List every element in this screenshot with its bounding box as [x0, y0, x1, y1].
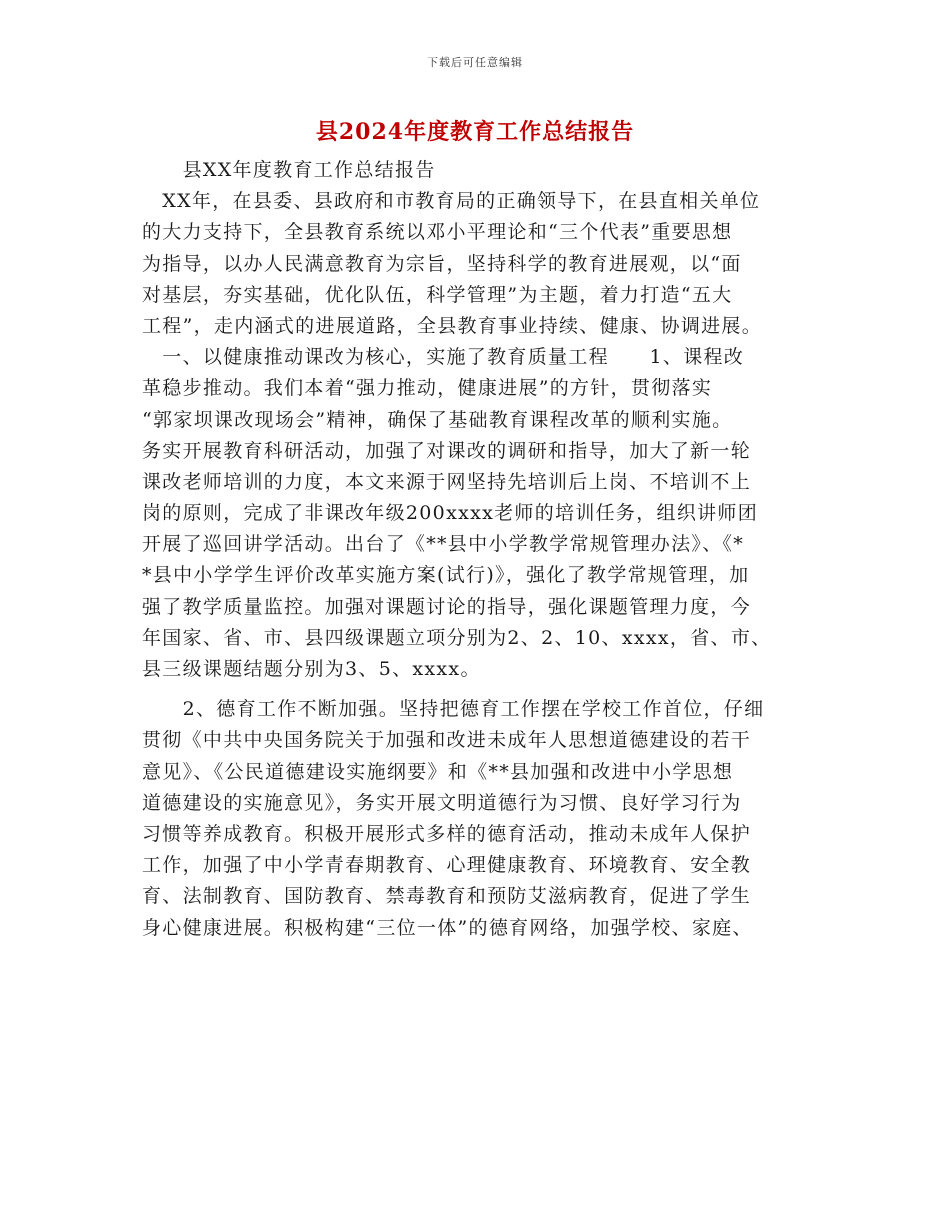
text-line: 岗的原则，完成了非课改年级200xxxx老师的培训任务，组织讲师团	[142, 502, 759, 525]
text-line: 县XX年度教育工作总结报告	[142, 159, 436, 181]
paragraph-intro	[142, 186, 802, 342]
text-line: 道德建设的实施意见》，务实开展文明道德行为习惯、良好学习行为	[142, 791, 742, 814]
text-line: 开展了巡回讲学活动。出台了《**县中小学教学常规管理办法》、《*	[142, 533, 745, 556]
paragraph-section-one	[142, 342, 802, 685]
text-line: 育、法制教育、国防教育、禁毒教育和预防艾滋病教育，促进了学生	[142, 885, 752, 908]
text-line: 为指导，以办人民满意教育为宗旨，坚持科学的教育进展观，以“面	[142, 252, 742, 275]
text-line: 工作，加强了中小学青春期教育、心理健康教育、环境教育、安全教	[142, 854, 752, 877]
text-line: 强了教学质量监控。加强对课题讨论的指导，强化课题管理力度，今	[142, 595, 752, 618]
text-line: 身心健康进展。积极构建“三位一体”的德育网络，加强学校、家庭、	[142, 916, 753, 939]
text-line: 贯彻《中共中央国务院关于加强和改进未成年人思想道德建设的若干	[142, 729, 752, 752]
text-line: “郭家坝课改现场会”精神，确保了基础教育课程改革的顺利实施。	[142, 408, 733, 431]
text-line: 课改老师培训的力度，本文来源于网坚持先培训后上岗、不培训不上	[142, 470, 752, 493]
text-line: 县三级课题结题分别为3、5、xxxx。	[142, 658, 481, 680]
document-body	[142, 155, 802, 944]
text-line: 2、德育工作不断加强。坚持把德育工作摆在学校工作首位，仔细	[142, 698, 765, 721]
text-line: 革稳步推动。我们本着“强力推动，健康进展”的方针，贯彻落实	[142, 377, 713, 400]
document-title: 县2024年度教育工作总结报告	[315, 119, 635, 145]
text-line: 意见》、《公民道德建设实施纲要》和《**县加强和改进中小学思想	[142, 760, 734, 783]
text-line: 年国家、省、市、县四级课题立项分别为2、2、10、xxxx，省、市、	[142, 626, 772, 649]
paragraph-subtitle	[142, 155, 802, 186]
text-line: 对基层，夯实基础，优化队伍，科学管理”为主题，着力打造“五大	[142, 283, 733, 306]
text-line: XX年，在县委、县政府和市教育局的正确领导下，在县直相关单位	[142, 190, 761, 213]
page-header-note: 下载后可任意编辑	[427, 56, 523, 69]
text-line: 一、以健康推动课改为核心，实施了教育质量工程 1、课程改	[142, 346, 745, 369]
text-line: 习惯等养成教育。积极开展形式多样的德育活动，推动未成年人保护	[142, 822, 752, 845]
text-line: 工程”，走内涵式的进展道路，全县教育事业持续、健康、协调进展。	[142, 314, 763, 337]
text-line: *县中小学学生评价改革实施方案(试行)》，强化了教学常规管理，加	[142, 564, 750, 587]
text-line: 的大力支持下，全县教育系统以邓小平理论和“三个代表”重要思想	[142, 221, 733, 244]
paragraph-moral-education	[142, 694, 802, 944]
text-line: 务实开展教育科研活动，加强了对课改的调研和指导，加大了新一轮	[142, 439, 752, 462]
